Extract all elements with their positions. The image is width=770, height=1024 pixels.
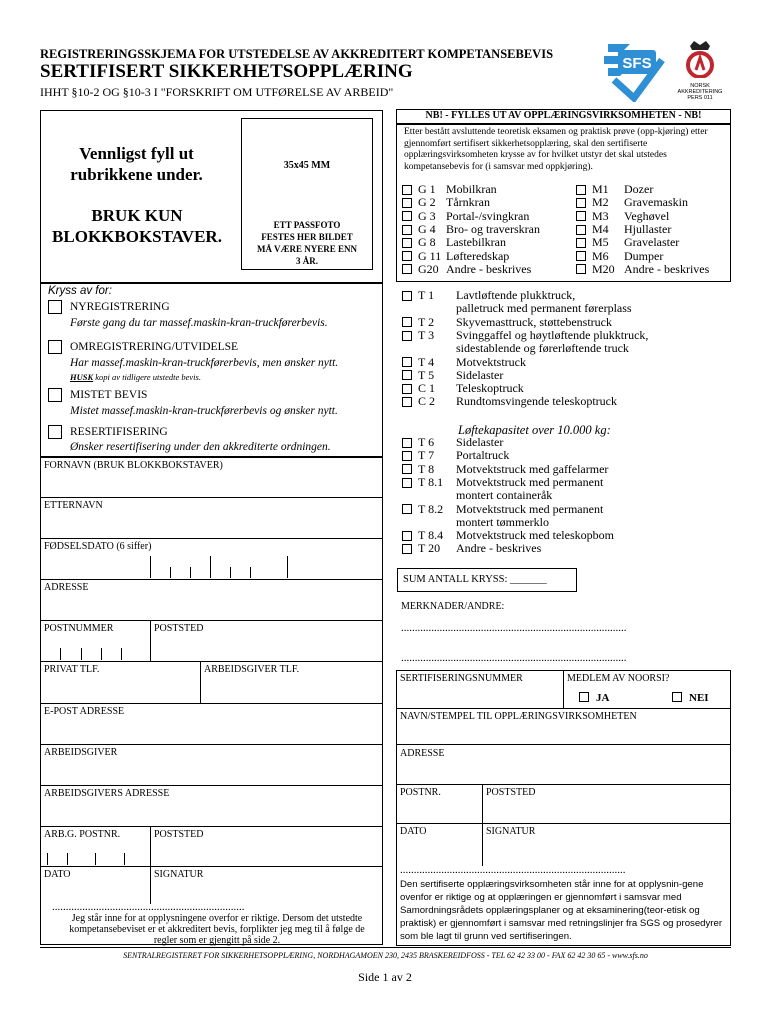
t-heavy-item-cont — [402, 489, 732, 502]
t-group — [402, 289, 732, 409]
m-code: M4 — [592, 221, 609, 236]
m-name: Andre - beskrives — [624, 261, 710, 276]
t-code: T 1 — [418, 288, 435, 303]
company-dato-field[interactable] — [397, 838, 481, 865]
husk-rest: kopi av tidligere utstedte bevis. — [93, 372, 201, 382]
privat-tlf-field[interactable] — [41, 676, 199, 702]
etternavn-field[interactable] — [41, 512, 382, 537]
g-name: Andre - beskrives — [446, 261, 532, 276]
arbeidsgiver-tlf-field[interactable] — [201, 676, 382, 702]
regulation-reference: IHHT §10-2 OG §10-3 I "FORSKRIFT OM UTFØRELSE AV ARBEID" — [40, 85, 394, 99]
sertifiseringsnummer-label: SERTIFISERINGSNUMMER — [400, 673, 523, 684]
t-heavy-name: Motvektstruck med permanent — [456, 501, 604, 516]
arbeidsgivers-adresse-label: ARBEIDSGIVERS ADRESSE — [44, 788, 170, 799]
t-name: Rundtomsvingende teleskoptruck — [456, 394, 617, 409]
t-name: Skyvemasttruck, støttebenstruck — [456, 314, 612, 329]
company-signature-line: .................................................................................. — [400, 864, 626, 876]
fornavn-field[interactable] — [41, 472, 382, 496]
company-postnr-field[interactable] — [397, 799, 481, 822]
accreditation-line1: NORSK — [690, 83, 710, 89]
t-heavy-item — [402, 449, 732, 462]
resertifisering-checkbox[interactable] — [48, 425, 62, 439]
photo-size: 35x45 MM — [283, 160, 331, 171]
sfs-logo-text: SFS — [622, 55, 652, 72]
t-heavy-group — [402, 436, 732, 556]
arbg-postnr-label: ARB.G. POSTNR. — [44, 829, 121, 840]
t-name: Teleskoptruck — [456, 381, 524, 396]
g-group — [402, 183, 577, 276]
g-code: G 8 — [418, 235, 436, 250]
sfs-logo — [600, 38, 670, 102]
arbeidsgiver-tlf-label: ARBEIDSGIVER TLF. — [204, 664, 300, 675]
mistet-bevis-checkbox[interactable] — [48, 388, 62, 402]
t20-checkbox[interactable] — [402, 544, 412, 554]
m4-checkbox[interactable] — [576, 225, 586, 235]
m-name: Dumper — [624, 248, 664, 263]
t-heavy-name: Sidelaster — [456, 435, 504, 450]
navn-stempel-label: NAVN/STEMPEL TIL OPPLÆRINGSVIRKSOMHETEN — [400, 711, 637, 722]
sum-antall-kryss: SUM ANTALL KRYSS: _______ — [403, 574, 547, 585]
company-signatur-field[interactable] — [483, 838, 730, 865]
t-heavy-item — [402, 529, 732, 542]
g-item — [402, 236, 577, 249]
t-item — [402, 395, 732, 408]
g-item — [402, 210, 577, 223]
t-item — [402, 316, 732, 329]
company-adresse-field[interactable] — [397, 760, 730, 783]
m6-checkbox[interactable] — [576, 251, 586, 261]
epost-label: E-POST ADRESSE — [44, 706, 125, 717]
resertifisering-title: RESERTIFISERING — [70, 426, 168, 438]
m-code: M1 — [592, 182, 609, 197]
t-code: T 2 — [418, 314, 435, 329]
g-name: Portal-/svingkran — [446, 208, 530, 223]
g-code: G 11 — [418, 248, 442, 263]
arbeidsgiver-field[interactable] — [41, 759, 382, 784]
postnummer-label: POSTNUMMER — [44, 623, 114, 634]
t-code: T 4 — [418, 354, 435, 369]
husk-word: HUSK — [70, 372, 94, 382]
t-item — [402, 382, 732, 395]
t3-checkbox[interactable] — [402, 331, 412, 341]
m-item — [576, 263, 731, 276]
footer-address: SENTRALREGISTERET FOR SIKKERHETSOPPLÆRING, NORDHAGAMOEN 230, 2435 BRASKEREIDFOSS - TEL 62 42 33 00 - FAX 62 42 30 65 - www.sfs.no — [123, 951, 648, 960]
merknader-line-1[interactable]: .................................................................................. — [401, 622, 627, 634]
merknader-line-2[interactable]: .................................................................................. — [401, 652, 627, 664]
t-heavy-item — [402, 436, 732, 449]
company-poststed-label: POSTSTED — [486, 787, 536, 798]
m-group — [576, 183, 731, 276]
privat-tlf-label: PRIVAT TLF. — [44, 664, 100, 675]
etternavn-label: ETTERNAVN — [44, 500, 103, 511]
arbg-poststed-label: POSTSTED — [154, 829, 204, 840]
g-name: Mobilkran — [446, 182, 497, 197]
mistet-bevis-desc: Mistet massef.maskin-kran-truckførerbevis og ønsker nytt. — [70, 405, 338, 417]
g11-checkbox[interactable] — [402, 251, 412, 261]
t-item — [402, 289, 732, 302]
resertifisering-desc: Ønsker resertifisering under den akkrediterte ordningen. — [70, 441, 331, 453]
g-code: G 2 — [418, 195, 436, 210]
t-heavy-item — [402, 476, 732, 489]
omregistrering-checkbox[interactable] — [48, 340, 62, 354]
t-heavy-code: T 8.4 — [418, 528, 444, 543]
dato-label: DATO — [44, 869, 71, 880]
t-heavy-item-cont — [402, 516, 732, 529]
t-item — [402, 369, 732, 382]
t-name: Lavtløftende plukktruck, — [456, 288, 576, 303]
company-signatur-label: SIGNATUR — [486, 826, 536, 837]
t-heavy-item — [402, 502, 732, 515]
block-letters-instruction: BRUK KUN BLOKKBOKSTAVER. — [52, 206, 222, 246]
company-adresse-label: ADRESSE — [400, 748, 445, 759]
g4-checkbox[interactable] — [402, 225, 412, 235]
m-name: Gravemaskin — [624, 195, 688, 210]
t-name-cont: palletruck med permanent førerplass — [456, 301, 632, 316]
t-heavy-name: Motvektstruck med permanent — [456, 474, 604, 489]
m-code: M3 — [592, 208, 609, 223]
t5-checkbox[interactable] — [402, 370, 412, 380]
m-item — [576, 183, 731, 196]
t8-checkbox[interactable] — [402, 464, 412, 474]
page-number: Side 1 av 2 — [358, 970, 412, 984]
omregistrering-desc: Har massef.maskin-kran-truckførerbevis, men ønsker nytt. — [70, 357, 339, 369]
form-title: SERTIFISERT SIKKERHETSOPPLÆRING — [40, 61, 413, 82]
t84-checkbox[interactable] — [402, 531, 412, 541]
m-name: Dozer — [624, 182, 654, 197]
m-code: M6 — [592, 248, 609, 263]
fodselsdato-field[interactable] — [150, 556, 290, 578]
t-code: C 2 — [418, 394, 436, 409]
m1-checkbox[interactable] — [576, 185, 586, 195]
nb-header: NB! - FYLLES UT AV OPPLÆRINGSVIRKSOMHETEN - NB! — [425, 110, 702, 121]
t-heavy-name-cont: montert containeråk — [456, 488, 553, 503]
g-name: Tårnkran — [446, 195, 490, 210]
omregistrering-title: OMREGISTRERING/UTVIDELSE — [70, 341, 239, 353]
nei-checkbox[interactable] — [672, 692, 682, 702]
epost-field[interactable] — [41, 718, 382, 743]
m-name: Hjullaster — [624, 221, 672, 236]
g-item — [402, 223, 577, 236]
fill-in-instruction: Vennligst fyll ut rubrikkene under. — [70, 144, 203, 184]
g-item — [402, 196, 577, 209]
t82-checkbox[interactable] — [402, 504, 412, 514]
g3-checkbox[interactable] — [402, 211, 412, 221]
applicant-declaration: Jeg står inne for at opplysningene overfor er riktige. Dersom det utstedte kompetansebeviset er et akkreditert bevis, forplikter jeg meg til å følge de regler som er gjengitt på side 2. — [69, 913, 365, 946]
nyregistrering-checkbox[interactable] — [48, 300, 62, 314]
t-heavy-code: T 8.1 — [418, 474, 444, 489]
t-heavy-item — [402, 542, 732, 555]
nei-label: NEI — [689, 692, 709, 704]
accreditation-line2: AKKREDITERING — [677, 89, 723, 95]
m-name: Gravelaster — [624, 235, 680, 250]
company-dato-label: DATO — [400, 826, 427, 837]
t-item — [402, 355, 732, 368]
poststed-label: POSTSTED — [154, 623, 204, 634]
adresse-label: ADRESSE — [44, 582, 89, 593]
t-name-cont: sidestablende og førerløftende truck — [456, 341, 629, 356]
m-item — [576, 236, 731, 249]
adresse-field[interactable] — [41, 594, 382, 619]
ja-label: JA — [596, 692, 610, 704]
husk-note — [70, 372, 201, 382]
m-code: M20 — [592, 261, 615, 276]
t-heavy-code: T 20 — [418, 541, 441, 556]
m-code: M2 — [592, 195, 609, 210]
postnummer-field[interactable] — [60, 648, 122, 660]
c2-checkbox[interactable] — [402, 397, 412, 407]
g1-checkbox[interactable] — [402, 185, 412, 195]
mistet-bevis-title: MISTET BEVIS — [70, 389, 148, 401]
t4-checkbox[interactable] — [402, 357, 412, 367]
m-item — [576, 249, 731, 262]
t-heavy-name: Motvektstruck med teleskopbom — [456, 528, 614, 543]
t-heavy-name: Portaltruck — [456, 448, 510, 463]
g-item — [402, 249, 577, 262]
company-poststed-field[interactable] — [483, 799, 730, 822]
nb-instruction: Etter bestått avsluttende teoretisk eksamen og praktisk prøve (opp-kjøring) etter gjennomført sertifisert sikkerhetsopplæring, skal den sertifiserte opplæringsvirksomheten krysse av for hvilket utstyr det skal utstedes kompetansebevis for (i samsvar med oppkjøring). — [404, 127, 708, 172]
m2-checkbox[interactable] — [576, 198, 586, 208]
g20-checkbox[interactable] — [402, 264, 412, 274]
ja-checkbox[interactable] — [579, 692, 589, 702]
g8-checkbox[interactable] — [402, 238, 412, 248]
company-postnr-label: POSTNR. — [400, 787, 441, 798]
arbeidsgivers-adresse-field[interactable] — [41, 800, 382, 825]
signatur-label: SIGNATUR — [154, 869, 204, 880]
g-code: G 3 — [418, 208, 436, 223]
g-code: G 4 — [418, 221, 436, 236]
arbeidsgiver-label: ARBEIDSGIVER — [44, 747, 118, 758]
t-heavy-code: T 8.2 — [418, 501, 444, 516]
fornavn-label: FORNAVN (BRUK BLOKKBOKSTAVER) — [44, 460, 223, 471]
t-item-cont — [402, 302, 732, 315]
t-heavy-item — [402, 463, 732, 476]
t1-checkbox[interactable] — [402, 291, 412, 301]
g-code: G 1 — [418, 182, 436, 197]
nyregistrering-desc: Første gang du tar massef.maskin-kran-truckførerbevis. — [70, 317, 328, 329]
t7-checkbox[interactable] — [402, 451, 412, 461]
m-code: M5 — [592, 235, 609, 250]
t-code: C 1 — [418, 381, 436, 396]
t-code: T 5 — [418, 367, 435, 382]
fodselsdato-label: FØDSELSDATO (6 siffer) — [44, 541, 152, 552]
t-item — [402, 329, 732, 342]
t-heavy-name: Andre - beskrives — [456, 541, 542, 556]
t-heavy-code: T 6 — [418, 435, 435, 450]
medlem-noorsi-label: MEDLEM AV NOORSI? — [567, 673, 670, 684]
poststed-field[interactable] — [151, 636, 382, 660]
t-name: Sidelaster — [456, 367, 504, 382]
m-item — [576, 210, 731, 223]
sertifiseringsnummer-field[interactable] — [397, 685, 562, 707]
g-item — [402, 183, 577, 196]
t-heavy-code: T 7 — [418, 448, 435, 463]
t81-checkbox[interactable] — [402, 478, 412, 488]
t-name: Svinggaffel og høytløftende plukktruck, — [456, 327, 649, 342]
g-name: Løfteredskap — [446, 248, 510, 263]
m-name: Veghøvel — [624, 208, 670, 223]
m-item — [576, 196, 731, 209]
g-name: Bro- og traverskran — [446, 221, 540, 236]
t-code: T 3 — [418, 327, 435, 342]
loftekapasitet-heading: Løftekapasitet over 10.000 kg: — [458, 423, 611, 437]
t-heavy-name-cont: montert tømmerklo — [456, 514, 549, 529]
merknader-label: MERKNADER/ANDRE: — [401, 601, 505, 612]
company-guarantee: Den sertifiserte opplæringsvirksomheten står inne for at opplysnin-gene ovenfor er riktige og at opplæringen er gjennomført i samsvar med Samordningsrådets opplæringsplaner og at eksaminering(teor-etisk og praktisk) er gjennomført i samsvar med retningslinjer fra SGS og prosedyrer som ble lagt til grunn ved sertifiseringen. — [400, 879, 723, 942]
form-subtitle: REGISTRERINGSSKJEMA FOR UTSTEDELSE AV AKKREDITERT KOMPETANSEBEVIS — [40, 47, 554, 61]
m20-checkbox[interactable] — [576, 264, 586, 274]
g-name: Lastebilkran — [446, 235, 506, 250]
arbg-postnr-field[interactable] — [47, 853, 125, 865]
g-item — [402, 263, 577, 276]
t2-checkbox[interactable] — [402, 317, 412, 327]
g2-checkbox[interactable] — [402, 198, 412, 208]
t-heavy-name: Motvektstruck med gaffelarmer — [456, 461, 609, 476]
applicant-signature-line: ...................................................................... — [52, 901, 245, 913]
m-item — [576, 223, 731, 236]
t-item-cont — [402, 342, 732, 355]
t-heavy-code: T 8 — [418, 461, 435, 476]
kryss-av-label: Kryss av for: — [48, 285, 112, 297]
accreditation-line3: PERS 011 — [687, 95, 713, 101]
m3-checkbox[interactable] — [576, 211, 586, 221]
m5-checkbox[interactable] — [576, 238, 586, 248]
photo-instruction: ETT PASSFOTO FESTES HER BILDET MÅ VÆRE NYERE ENN 3 ÅR. — [256, 220, 358, 266]
nyregistrering-title: NYREGISTRERING — [70, 301, 170, 313]
t-name: Motvektstruck — [456, 354, 526, 369]
arbg-poststed-field[interactable] — [151, 841, 382, 865]
t6-checkbox[interactable] — [402, 438, 412, 448]
c1-checkbox[interactable] — [402, 384, 412, 394]
g-code: G20 — [418, 261, 439, 276]
navn-stempel-field[interactable] — [397, 723, 730, 743]
accreditation-logo — [676, 38, 724, 104]
